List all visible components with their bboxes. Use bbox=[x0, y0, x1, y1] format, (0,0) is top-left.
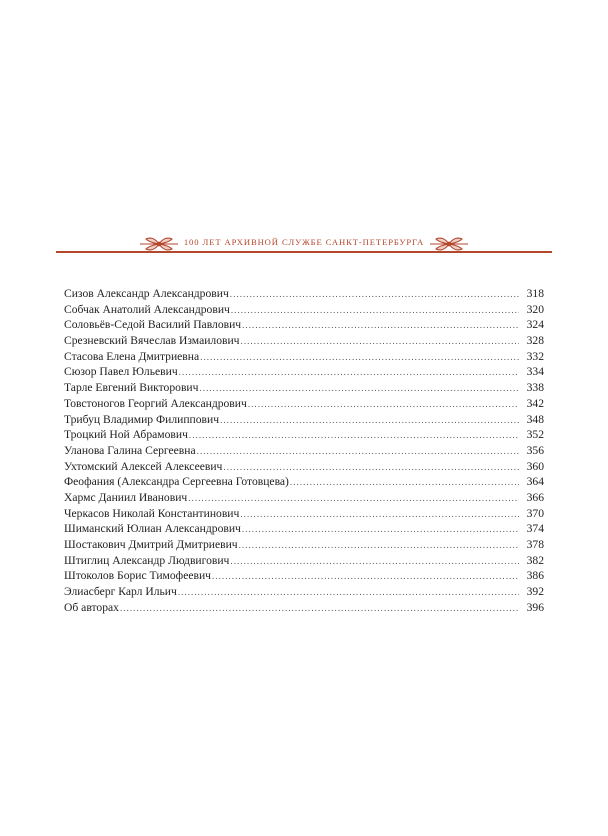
toc-entry-page-number: 318 bbox=[526, 287, 544, 300]
toc-dot-leader bbox=[248, 397, 519, 413]
toc-dot-leader bbox=[189, 428, 519, 444]
toc-dot-leader bbox=[230, 554, 519, 570]
toc-entry-page-number: 334 bbox=[526, 365, 544, 379]
toc-dot-leader bbox=[197, 444, 519, 460]
toc-entry[interactable] bbox=[64, 380, 544, 396]
toc-entry-name: Штиглиц Александр Людвигович bbox=[64, 553, 230, 567]
toc-entry-name: Срезневский Вячеслав Измаилович bbox=[64, 334, 240, 348]
toc-entry[interactable] bbox=[64, 317, 544, 333]
toc-dot-leader bbox=[200, 350, 519, 366]
toc-entry[interactable] bbox=[64, 427, 544, 443]
toc-dot-leader bbox=[199, 381, 519, 397]
toc-entry-page-number: 382 bbox=[526, 553, 544, 567]
toc-dot-leader bbox=[241, 334, 519, 350]
table-of-contents bbox=[64, 286, 544, 615]
toc-entry-page-number: 370 bbox=[526, 506, 544, 520]
toc-dot-leader bbox=[240, 507, 519, 523]
toc-entry-name: Тарле Евгений Викторович bbox=[64, 381, 199, 395]
toc-entry-name: Сюзор Павел Юльевич bbox=[64, 365, 178, 379]
toc-entry-page-number: 392 bbox=[526, 585, 544, 599]
toc-entry-name: Шиманский Юлиан Александрович bbox=[64, 522, 241, 536]
toc-entry[interactable] bbox=[64, 490, 544, 506]
toc-entry-page-number: 324 bbox=[526, 318, 544, 332]
toc-dot-leader bbox=[223, 460, 519, 476]
toc-entry-name: Уланова Галина Сергеевна bbox=[64, 443, 196, 457]
toc-entry-name: Сизов Александр Александрович bbox=[64, 287, 229, 300]
toc-entry[interactable] bbox=[64, 286, 544, 302]
toc-entry-page-number: 386 bbox=[526, 569, 544, 583]
toc-dot-leader bbox=[231, 303, 519, 319]
toc-entry-name: Ухтомский Алексей Алексеевич bbox=[64, 459, 223, 473]
toc-entry[interactable] bbox=[64, 506, 544, 522]
header-title bbox=[56, 237, 552, 247]
header-title-text: 100 ЛЕТ АРХИВНОЙ СЛУЖБЕ САНКТ-ПЕТЕРБУРГА bbox=[178, 237, 430, 247]
toc-entry-page-number: 378 bbox=[526, 538, 544, 551]
toc-entry-page-number: 366 bbox=[526, 490, 544, 504]
toc-dot-leader bbox=[120, 601, 519, 617]
toc-dot-leader bbox=[178, 585, 519, 601]
toc-entry-name: Трибуц Владимир Филиппович bbox=[64, 412, 220, 426]
toc-entry-page-number: 328 bbox=[526, 334, 544, 348]
toc-entry-name: Шостакович Дмитрий Дмитриевич bbox=[64, 538, 238, 551]
toc-entry-page-number: 348 bbox=[526, 412, 544, 426]
toc-dot-leader bbox=[290, 475, 519, 491]
toc-entry[interactable] bbox=[64, 474, 544, 490]
toc-entry[interactable] bbox=[64, 600, 544, 616]
toc-entry[interactable] bbox=[64, 364, 544, 380]
running-header bbox=[56, 232, 552, 262]
toc-entry[interactable] bbox=[64, 396, 544, 412]
toc-entry[interactable] bbox=[64, 568, 544, 584]
toc-entry-page-number: 360 bbox=[526, 459, 544, 473]
toc-entry[interactable] bbox=[64, 537, 544, 553]
toc-dot-leader bbox=[230, 287, 519, 303]
toc-entry-page-number: 338 bbox=[526, 381, 544, 395]
header-rule bbox=[56, 251, 552, 253]
toc-entry-name: Хармс Даниил Иванович bbox=[64, 490, 188, 504]
laurel-ornament-right-icon bbox=[428, 234, 470, 254]
toc-entry-name: Троцкий Ной Абрамович bbox=[64, 428, 188, 442]
toc-entry[interactable] bbox=[64, 333, 544, 349]
toc-dot-leader bbox=[220, 413, 519, 429]
toc-entry[interactable] bbox=[64, 584, 544, 600]
toc-dot-leader bbox=[242, 318, 519, 334]
toc-entry[interactable] bbox=[64, 302, 544, 318]
toc-entry-page-number: 332 bbox=[526, 349, 544, 363]
toc-entry-page-number: 374 bbox=[526, 522, 544, 536]
toc-entry-page-number: 364 bbox=[526, 475, 544, 489]
toc-entry-name: Соловьёв-Седой Василий Павлович bbox=[64, 318, 242, 332]
toc-entry[interactable] bbox=[64, 443, 544, 459]
toc-entry-name: Об авторах bbox=[64, 600, 119, 614]
toc-entry-page-number: 352 bbox=[526, 428, 544, 442]
toc-entry-name: Черкасов Николай Константинович bbox=[64, 506, 240, 520]
toc-entry-name: Товстоногов Георгий Александрович bbox=[64, 396, 247, 410]
toc-dot-leader bbox=[212, 569, 519, 585]
toc-entry[interactable] bbox=[64, 459, 544, 475]
toc-entry-page-number: 320 bbox=[526, 302, 544, 316]
toc-entry-name: Собчак Анатолий Александрович bbox=[64, 302, 230, 316]
toc-entry-page-number: 356 bbox=[526, 443, 544, 457]
toc-entry-page-number: 342 bbox=[526, 396, 544, 410]
toc-entry[interactable] bbox=[64, 553, 544, 569]
toc-entry-page-number: 396 bbox=[526, 600, 544, 614]
toc-entry-name: Штоколов Борис Тимофеевич bbox=[64, 569, 211, 583]
toc-dot-leader bbox=[242, 522, 519, 538]
toc-entry-name: Элиасберг Карл Ильич bbox=[64, 585, 177, 599]
toc-dot-leader bbox=[239, 538, 519, 554]
toc-entry[interactable] bbox=[64, 412, 544, 428]
toc-entry-name: Стасова Елена Дмитриевна bbox=[64, 349, 200, 363]
toc-entry[interactable] bbox=[64, 521, 544, 537]
toc-dot-leader bbox=[179, 365, 519, 381]
toc-entry-name: Феофания (Александра Сергеевна Готовцева) bbox=[64, 475, 289, 489]
toc-entry[interactable] bbox=[64, 349, 544, 365]
toc-dot-leader bbox=[188, 491, 519, 507]
